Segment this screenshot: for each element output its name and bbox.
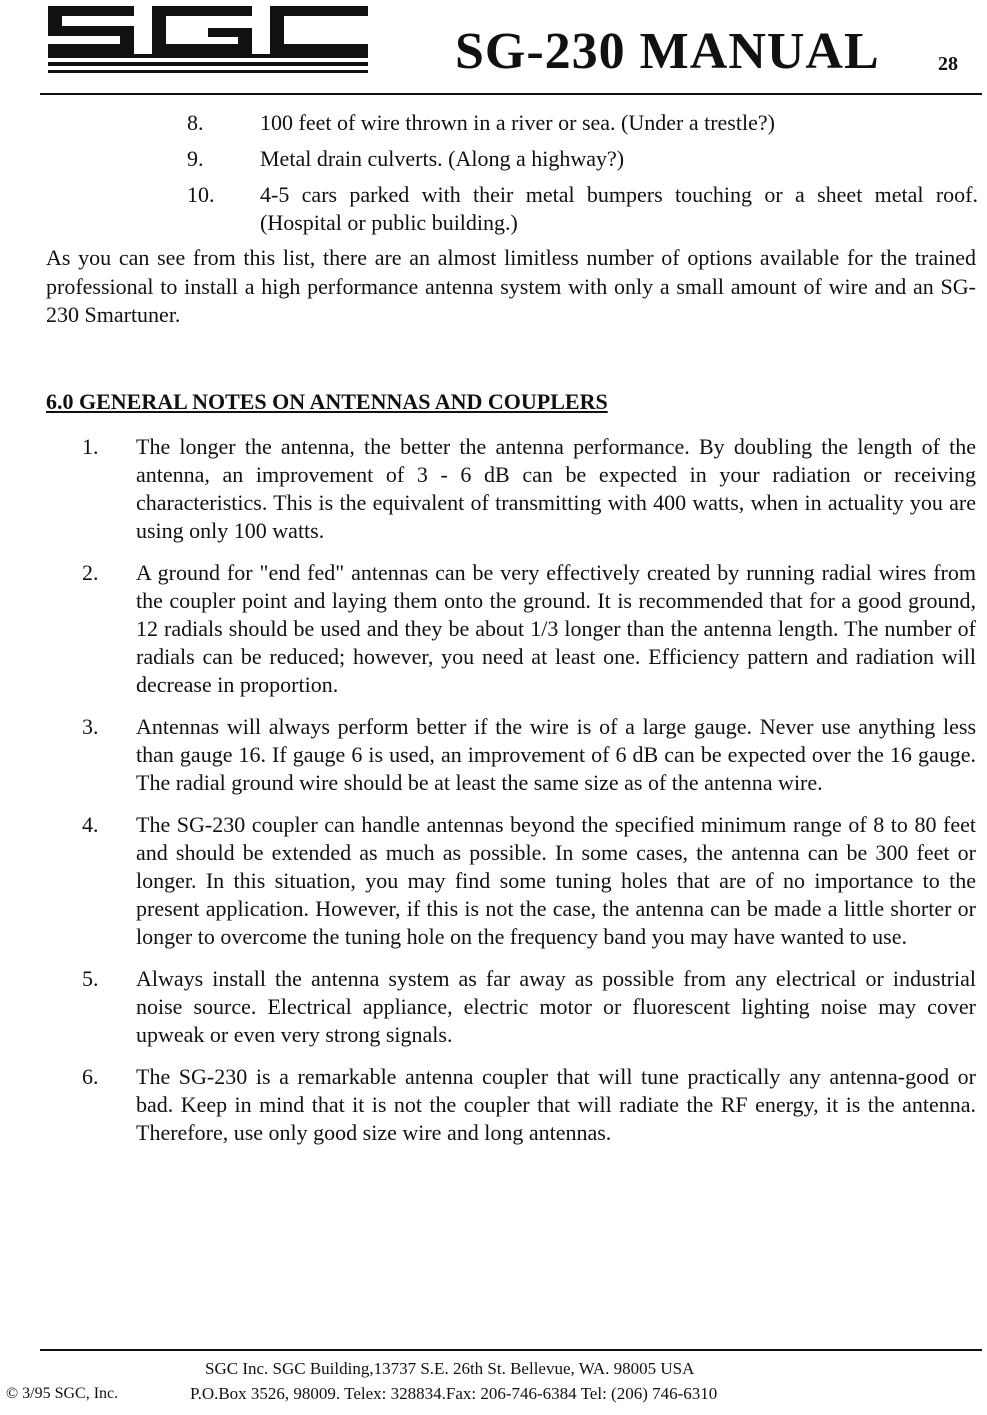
list-item-text: Metal drain culverts. (Along a highway?) (260, 146, 625, 171)
note-text: A ground for "end fed" antennas can be very effectively created by running radial wires from the coupler point and laying them onto the ground. It is recommended that for a good ground, 12 radials should be used and they be about 1/3 longer than the antenna length. The number of radials can be reduced; however, you need at least one. Efficiency pattern and radiation will decrease in proportion. (136, 560, 976, 697)
note-item (82, 713, 976, 797)
section-heading: 6.0 GENERAL NOTES ON ANTENNAS AND COUPLERS (46, 389, 608, 414)
footer-divider (40, 1349, 982, 1351)
footer-address: SGC Inc. SGC Building,13737 S.E. 26th St. Bellevue, WA. 98005 USA (205, 1359, 695, 1378)
footer-copyright: © 3/95 SGC, Inc. (6, 1385, 119, 1402)
note-number: 5. (82, 966, 99, 991)
manual-title: SG-230 MANUAL (455, 23, 880, 80)
note-text: The longer the antenna, the better the antenna performance. By doubling the length of the antenna, an improvement of 3 - 6 dB can be expected in your radiation or receiving characteristics. This is the equivalent of transmitting with 400 watts, when in actuality you are using only 100 watts. (136, 434, 976, 543)
sgc-logo (48, 6, 368, 74)
intro-paragraph: As you can see from this list, there are an almost limitless number of options available for the trained professional to install a high performance antenna system with only a small amount of wire and an SG-230 Smartuner. (46, 245, 976, 327)
header-divider (40, 93, 982, 95)
note-item (82, 1063, 976, 1147)
list-item-text: 100 feet of wire thrown in a river or sea. (Under a trestle?) (260, 110, 775, 135)
note-text: The SG-230 coupler can handle antennas beyond the specified minimum range of 8 to 80 feet and should be extended as much as possible. In some cases, the antenna can be 300 feet or longer. In this situation, you may find some tuning holes that are of no importance to the present application. However, if this is not the case, the antenna can be made a little shorter or longer to overcome the tuning hole on the frequency band you may have wanted to use. (136, 812, 976, 949)
note-number: 2. (82, 560, 99, 585)
note-number: 6. (82, 1064, 99, 1089)
note-item (82, 559, 976, 699)
list-item-number: 10. (187, 182, 215, 207)
note-number: 4. (82, 812, 99, 837)
note-text: Always install the antenna system as far away as possible from any electrical or industrial noise source. Electrical appliance, electric motor or fluorescent lighting noise may cover upweak or even very strong signals. (136, 966, 976, 1047)
note-text: The SG-230 is a remarkable antenna coupler that will tune practically any antenna-good or bad. Keep in mind that it is not the coupler that will radiate the RF energy, it is the antenna. Therefore, use only good size wire and long antennas. (136, 1064, 976, 1145)
note-item (82, 811, 976, 951)
note-item (82, 433, 976, 545)
notes-list (0, 433, 987, 1161)
note-number: 1. (82, 434, 99, 459)
note-number: 3. (82, 714, 99, 739)
note-item (82, 965, 976, 1049)
list-item-number: 9. (187, 146, 204, 171)
note-text: Antennas will always perform better if the wire is of a large gauge. Never use anything less than gauge 16. If gauge 6 is used, an improvement of 6 dB can be expected over the 16 gauge. The radial ground wire should be at least the same size as of the antenna wire. (136, 714, 976, 795)
list-item (187, 145, 978, 173)
page-number: 28 (938, 53, 958, 75)
continued-list (0, 109, 987, 245)
list-item (187, 109, 978, 137)
list-item-number: 8. (187, 110, 204, 135)
list-item (187, 181, 978, 237)
list-item-text: 4-5 cars parked with their metal bumpers touching or a sheet metal roof. (Hospital or public building.) (260, 182, 978, 235)
footer-contact: P.O.Box 3526, 98009. Telex: 328834.Fax: 206-746-6384 Tel: (206) 746-6310 (190, 1384, 718, 1403)
